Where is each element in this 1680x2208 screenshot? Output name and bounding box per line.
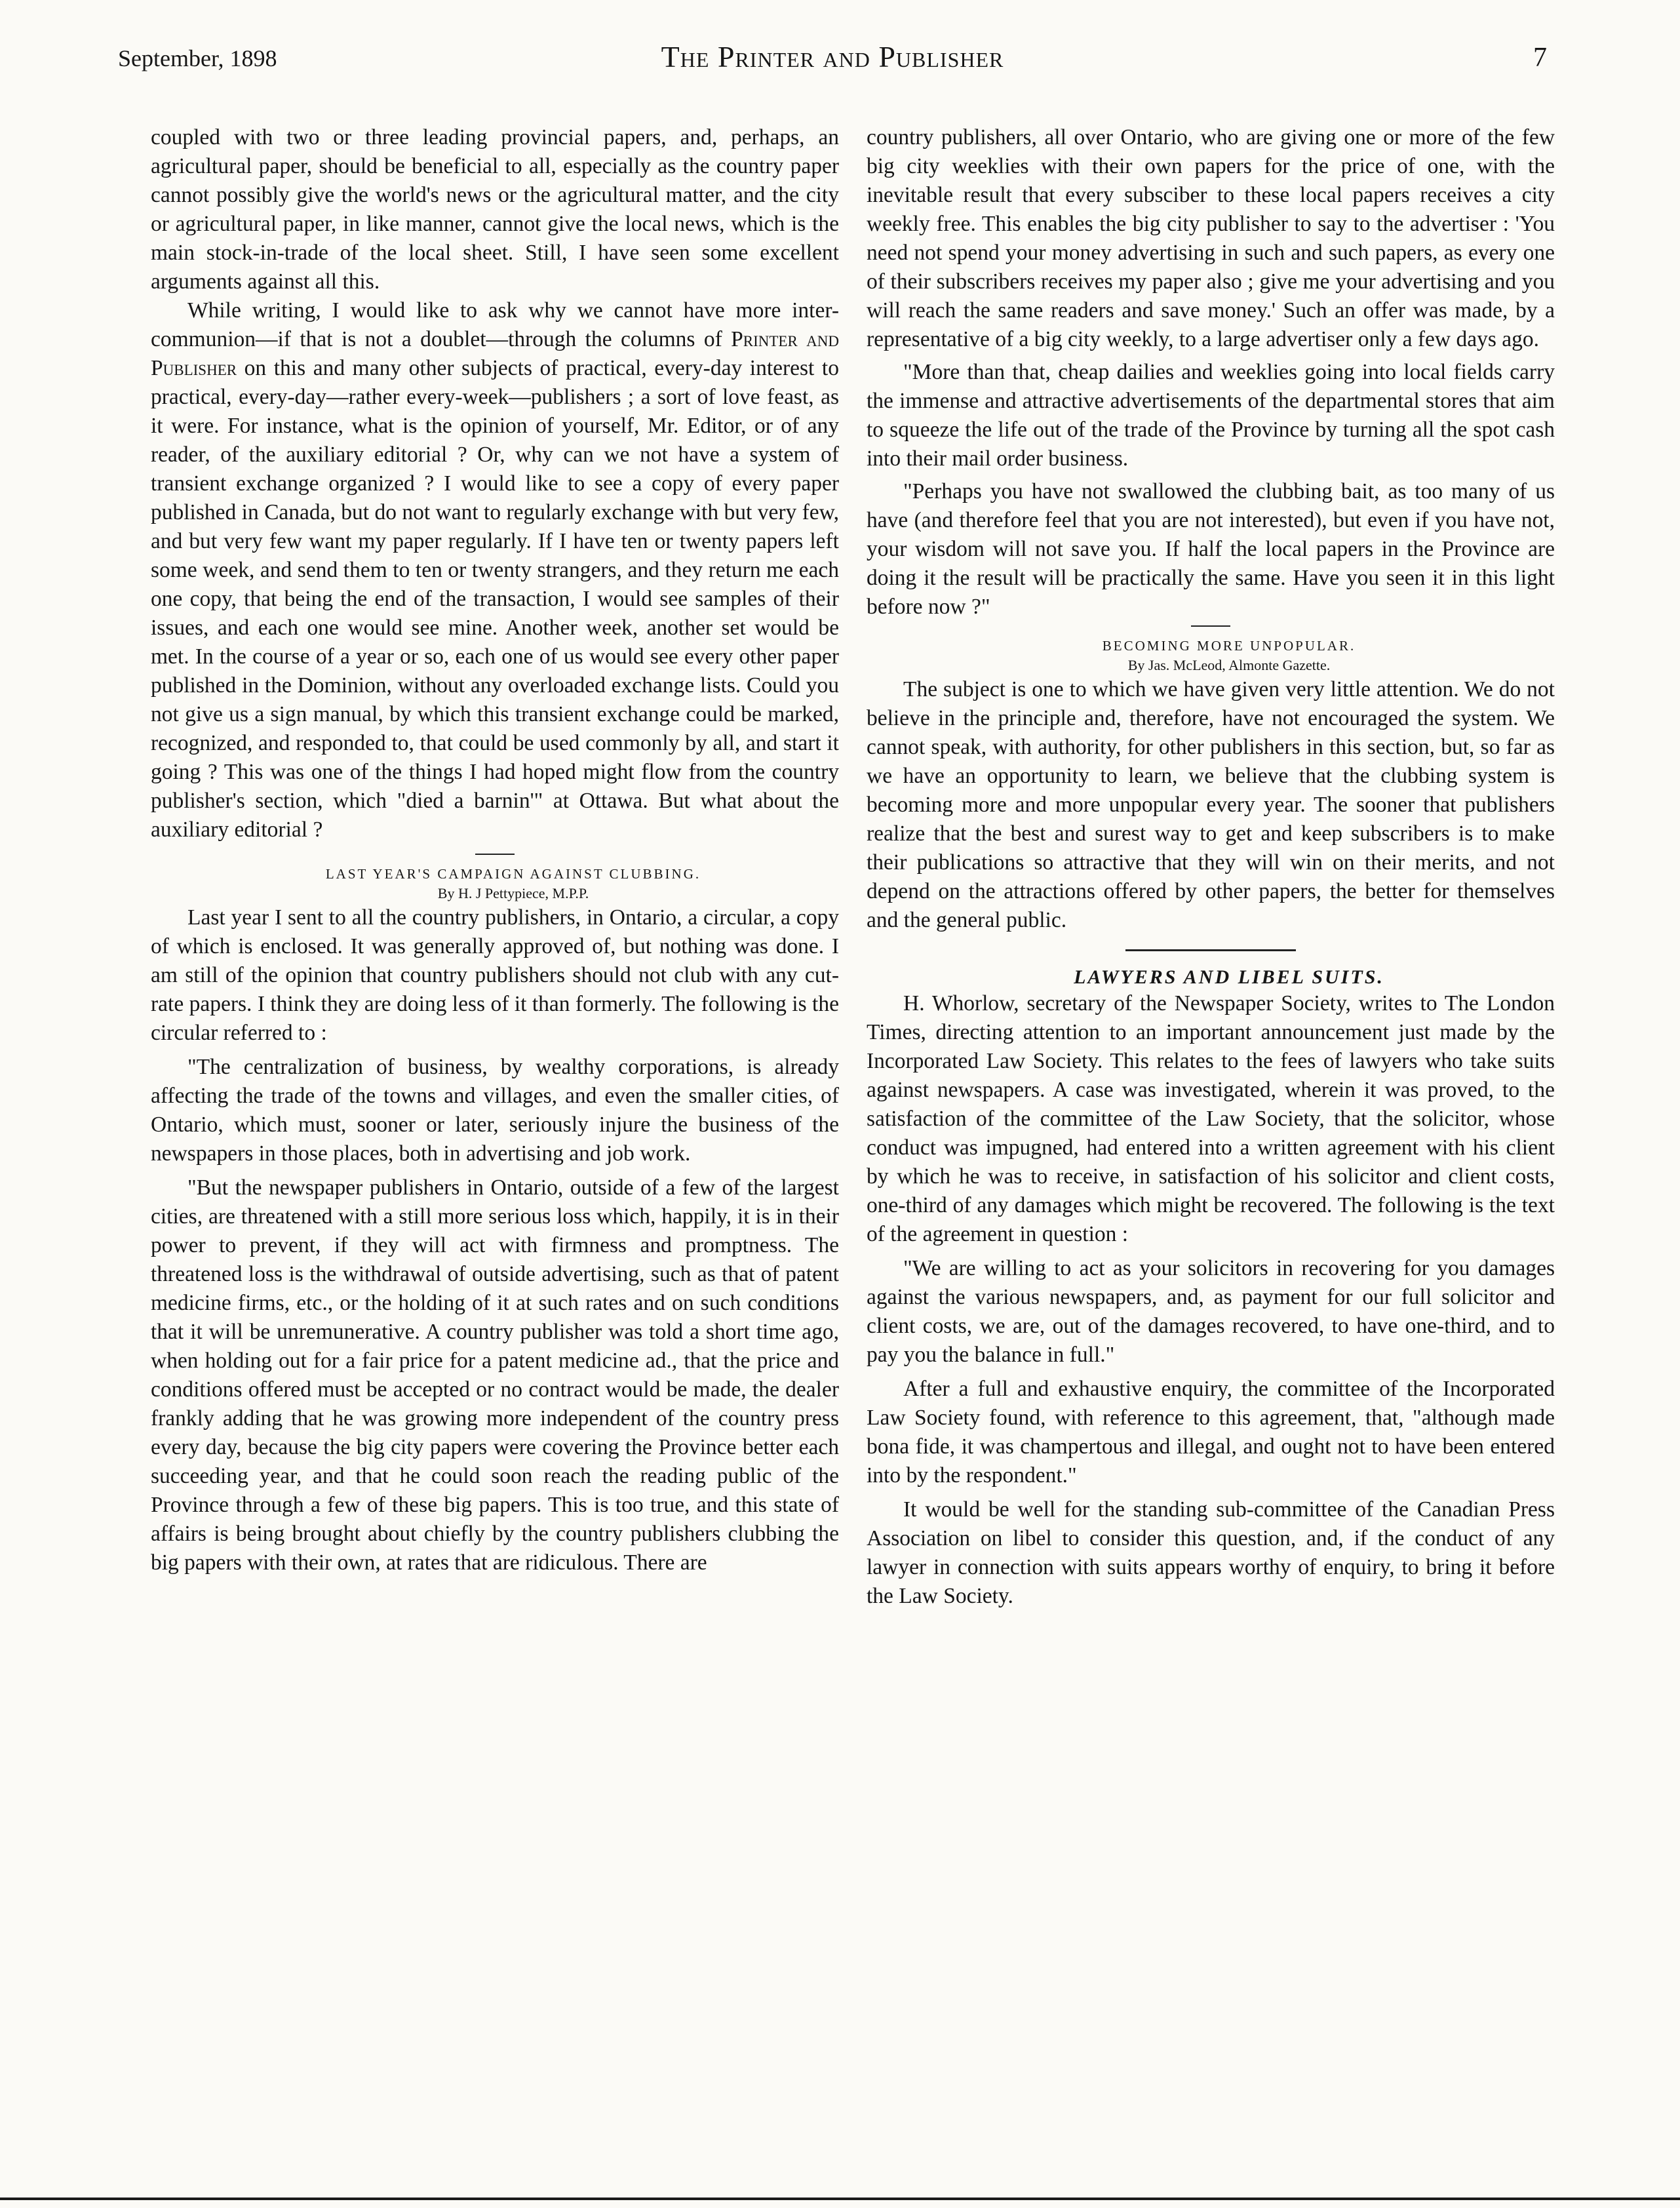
right-column bbox=[867, 123, 1555, 1611]
paragraph: The subject is one to which we have given very little attention. We do not believe in the principle and, therefore, have not encouraged the system. We cannot speak, with authority, for other publishers in this section, but, so far as we have an opportunity to learn, we believe that the clubbing system is becoming more and more unpopular every year. The sooner that publishers realize that the best and surest way to get and keep subscribers is to make their publications so attractive that they will win on their merits, and not depend on the attractions offered by other papers, the better for themselves and the general public. bbox=[867, 677, 1555, 932]
paragraph bbox=[151, 296, 839, 844]
publication-name: Printer and Publisher bbox=[151, 327, 840, 380]
divider bbox=[1191, 625, 1230, 627]
article-subhead: BECOMING MORE UNPOPULAR. bbox=[1102, 638, 1356, 654]
article-byline: By Jas. McLeod, Almonte Gazette. bbox=[1127, 657, 1331, 673]
paragraph: country publishers, all over Ontario, who are giving one or more of the few big city weeklies with their own papers for the price of one, with the inevitable result that every subsciber to these local papers receives a city weekly free. This enables the big city publisher to say to the advertiser : 'You need not spend your money advertising in such and such papers, as every one of their subscribers receives my paper also ; give me your advertising and you will reach the same readers and save money.' Such an offer was made, by a representative of a big city weekly, to a large advertiser only a few days ago. bbox=[867, 125, 1555, 351]
divider bbox=[475, 854, 515, 855]
issue-date: September, 1898 bbox=[118, 45, 277, 71]
publication-title: The Printer and Publisher bbox=[661, 40, 1004, 73]
paragraph: "The centralization of business, by wealthy corporations, is already affecting the trade of the towns and villages, and even the smaller cities, of Ontario, which must, sooner or later, seriously injure the business of the newspapers in those places, both in advertising and job work. bbox=[151, 1055, 839, 1166]
section-divider bbox=[1125, 949, 1296, 951]
article-subhead: LAST YEAR'S CAMPAIGN AGAINST CLUBBING. bbox=[325, 866, 701, 882]
paragraph: "We are willing to act as your solicitors in recovering for you damages against the various newspapers, and, as payment for our full solicitor and client costs, we are, out of the damages recovered, to have one-third, and to pay you the balance in full." bbox=[867, 1256, 1555, 1367]
paragraph: After a full and exhaustive enquiry, the committee of the Incorporated Law Society found, with reference to this agreement, that, "although made bona fide, it was champertous and illegal, and ought not to have been entered into by the respondent." bbox=[867, 1377, 1555, 1488]
paragraph: "More than that, cheap dailies and weeklies going into local fields carry the immense and attractive advertisements of the departmental stores that aim to squeeze the life out of the trade of the Province by turning all the spot cash into their mail order business. bbox=[867, 360, 1555, 471]
left-column bbox=[151, 123, 839, 1577]
page-header bbox=[118, 39, 1547, 85]
paragraph-text: on this and many other subjects of practical, every-day interest to practical, every-day—rather every-week—publishers ; a sort of love feast, as it were. For instance, what is the opinion of yourself, Mr. Editor, or of any reader, of the auxiliary editorial ? Or, why can we not have a system of transient exchange organized ? I would like to see a copy of every paper published in Canada, but do not want to regularly exchange with but very few, and but very few want my paper regularly. If I have ten or twenty papers left some week, and send them to ten or twenty strangers, and they return me each one copy, that being the end of the transaction, I would see samples of their issues, and each one would see mine. Another week, another set would be met. In the course of a year or so, each one of us would see every other paper published in the Dominion, without any overloaded exchange lists. Could you not give us a sign manual, by which this transient exchange could be marked, recognized, and responded to, that could be used commonly by all, and start it going ? This was one of the things I had hoped might flow from the country publisher's section, which "died a barnin'" at Ottawa. But what about the auxiliary editorial ? bbox=[151, 356, 840, 842]
paragraph: Last year I sent to all the country publishers, in Ontario, a circular, a copy of which is enclosed. It was generally approved of, but nothing was done. I am still of the opinion that country publishers should not club with any cut-rate papers. I think they are doing less of it than formerly. The following is the circular referred to : bbox=[151, 905, 839, 1045]
paragraph: It would be well for the standing sub-committee of the Canadian Press Association on libel to consider this question, and, if the conduct of any lawyer in connection with suits appears worthy of enquiry, to bring it before the Law Society. bbox=[867, 1497, 1555, 1608]
page-bottom-rule bbox=[0, 2198, 1680, 2200]
paragraph: H. Whorlow, secretary of the Newspaper Society, writes to The London Times, directing attention to an important announcement just made by the Incorporated Law Society. This relates to the fees of lawyers who take suits against newspapers. A case was investigated, wherein it was proved, to the satisfaction of the committee of the Law Society, that the solicitor, whose conduct was impugned, had entered into a written agreement with his client by which he was to receive, in satisfaction of his solicitor and client costs, one-third of any damages which might be recovered. The following is the text of the agreement in question : bbox=[867, 991, 1555, 1246]
article-byline: By H. J Pettypiece, M.P.P. bbox=[437, 885, 589, 901]
section-title: LAWYERS AND LIBEL SUITS. bbox=[1074, 966, 1384, 988]
paragraph: "But the newspaper publishers in Ontario, outside of a few of the largest cities, are threatened with a still more serious loss which, happily, it is in their power to prevent, if they will act with firmness and promptness. The threatened loss is the withdrawal of outside advertising, such as that of patent medicine firms, etc., or the holding of it at such rates and on such conditions that it will be unremunerative. A country publisher was told a short time ago, when holding out for a fair price for a patent medicine ad., that the price and conditions offered must be accepted or no contract would be made, the dealer frankly adding that he was growing more independent of the country press every day, because the big city papers were covering the Province better each succeeding year, and that he could soon reach the reading public of the Province through a few of these big papers. This is too true, and this state of affairs is being brought about chiefly by the country publishers clubbing the big papers with their own, at rates that are ridiculous. There are bbox=[151, 1175, 839, 1575]
paragraph: "Perhaps you have not swallowed the clubbing bait, as too many of us have (and therefore feel that you are not interested), but even if you have not, your wisdom will not save you. If half the local papers in the Province are doing it the result will be practically the same. Have you seen it in this light before now ?" bbox=[867, 479, 1555, 619]
paragraph: coupled with two or three leading provincial papers, and, perhaps, an agricultural paper, should be beneficial to all, especially as the country paper cannot possibly give the world's news or the agricultural matter, and the city or agricultural paper, in like manner, cannot give the local news, which is the main stock-in-trade of the local sheet. Still, I have seen some excellent arguments against all this. bbox=[151, 125, 839, 294]
page-number: 7 bbox=[1533, 43, 1547, 73]
paragraph-text: While writing, I would like to ask why we cannot have more inter-communion—if that is not a doublet—through the columns of bbox=[151, 298, 839, 351]
